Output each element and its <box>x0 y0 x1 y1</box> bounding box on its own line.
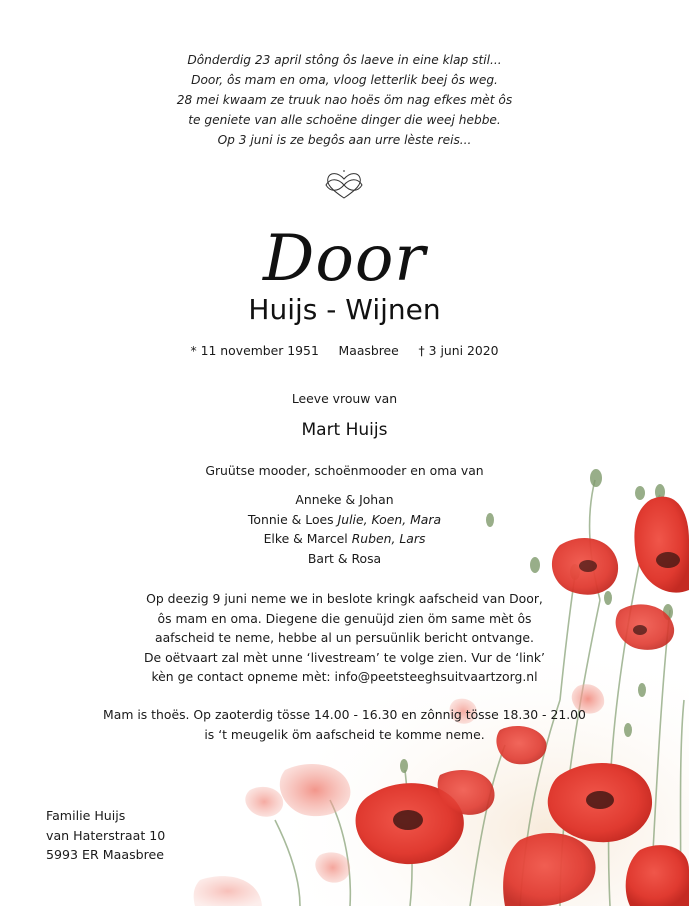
visit-line: is ‘t meugelik öm aafscheid te komme neme. <box>204 726 485 742</box>
deceased-full-name: Huijs - Wijnen <box>248 293 441 326</box>
poem-line: Dônderdig 23 april stông ôs laeve in eine klap stil... <box>187 53 502 67</box>
children-item <box>0 490 689 510</box>
children-names: Tonnie & Loes <box>247 511 334 527</box>
visit-line: Mam is thoës. Op zaoterdig tösse 14.00 - 16.30 en zônnig tösse 18.30 - 21.00 <box>103 707 586 722</box>
grandchildren-names: Ruben, Lars <box>351 531 426 546</box>
message-line: Op deezig 9 juni neme we in beslote kringk aafscheid van Door, <box>146 591 543 606</box>
family-name: Familie Huijs <box>46 808 126 823</box>
birth-place: Maasbree <box>338 343 399 358</box>
children-names: Bart & Rosa <box>307 550 382 566</box>
children-item <box>0 529 689 549</box>
message-line: aafscheid te neme, hebbe al un persuünlik bericht ontvange. <box>155 630 534 645</box>
family-address <box>46 806 165 865</box>
birth-date: * 11 november 1951 <box>190 343 319 358</box>
children-item <box>0 549 689 569</box>
poem-line: 28 mei kwaam ze truuk nao hoës öm nag efkes mèt ôs <box>176 93 513 107</box>
opening-poem <box>0 50 689 150</box>
message-line: kèn ge contact opneme mèt: info@peetsteeghsuitvaartzorg.nl <box>151 669 538 684</box>
poem-line: te geniete van alle schoëne dinger die weej hebbe. <box>188 113 501 127</box>
poem-line: Op 3 juni is ze begôs aan urre lèste reis... <box>217 133 472 147</box>
grandchildren-names: Julie, Koen, Mara <box>337 511 442 527</box>
children-names: Anneke & Johan <box>295 492 394 507</box>
message-line: De oëtvaart zal mèt unne ‘livestream’ te volge zien. Vur de ‘link’ <box>144 649 545 665</box>
deceased-first-name: Door <box>263 222 426 296</box>
mother-of-label: Gruütse mooder, schoënmooder en oma van <box>205 463 484 478</box>
birth-death-dates <box>0 341 689 361</box>
wife-of-label: Leeve vrouw van <box>291 391 398 406</box>
visiting-hours <box>0 705 689 744</box>
farewell-message <box>0 589 689 687</box>
children-item <box>0 510 689 530</box>
spouse-name: Mart Huijs <box>301 420 388 440</box>
children-names: Elke & Marcel <box>263 531 348 546</box>
street-address: van Haterstraat 10 <box>46 827 166 843</box>
message-line: ôs mam en oma. Diegene die genuüjd zien öm same mèt ôs <box>157 610 532 626</box>
death-date: † 3 juni 2020 <box>418 343 499 358</box>
infinity-heart-icon <box>322 168 366 202</box>
poem-line: Door, ôs mam en oma, vloog letterlik beej ôs weg. <box>191 73 498 87</box>
postal-city: 5993 ER Maasbree <box>46 847 165 862</box>
children-list <box>0 490 689 568</box>
